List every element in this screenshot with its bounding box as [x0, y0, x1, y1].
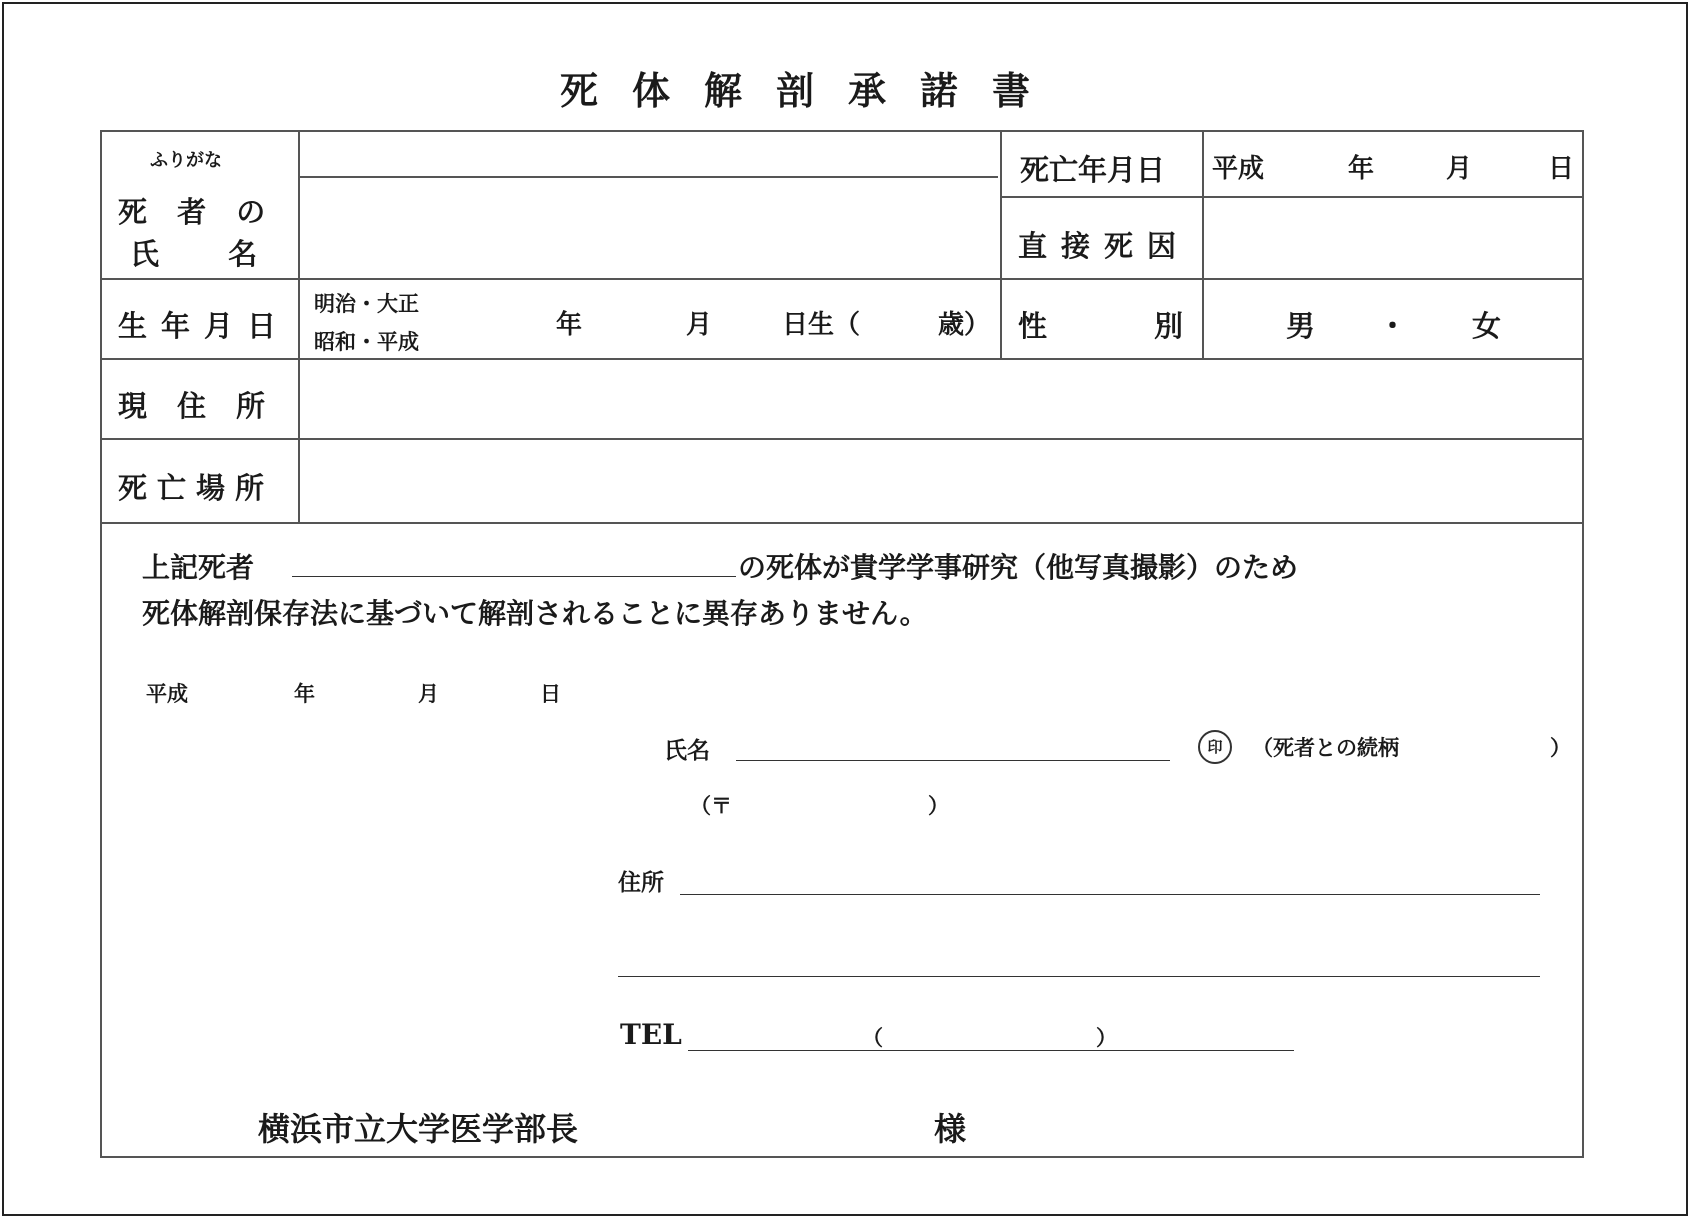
grid-line [100, 278, 1584, 280]
birth-date-label: 生年月日 [118, 309, 291, 343]
grid-line [100, 438, 1584, 440]
statement-line1: の死体が貴学学事研究（他写真撮影）のため [738, 551, 1299, 584]
birth-day-suffix: 日生（ [782, 310, 861, 340]
grid-line [1000, 196, 1584, 198]
grid-line [100, 522, 1584, 524]
signer-name-line [736, 760, 1170, 761]
sex-female: 女 [1472, 309, 1502, 343]
grid-line [1202, 130, 1204, 358]
birth-month: 月 [686, 310, 713, 340]
sex-male: 男 [1286, 309, 1316, 343]
furigana-label: ふりがな [150, 150, 222, 171]
tel-close: ） [1096, 1026, 1117, 1050]
era-options: 昭和・平成 [314, 330, 419, 354]
relation-close: ） [1550, 736, 1571, 760]
document-title: 死体解剖承諾書 [560, 69, 1065, 113]
age-suffix: 歳） [938, 310, 991, 340]
form-box [100, 130, 1584, 1158]
postal-close: ） [928, 794, 949, 818]
death-date-month: 月 [1446, 154, 1473, 184]
tel-open: （ [862, 1026, 883, 1050]
death-date-label: 死亡年月日 [1020, 153, 1166, 187]
current-address-label: 現住所 [118, 389, 296, 423]
death-date-day: 日 [1548, 154, 1575, 184]
statement-line2: 死体解剖保存法に基づいて解剖されることに異存ありません。 [142, 597, 928, 630]
signing-day: 日 [540, 682, 561, 706]
signer-address-line [680, 894, 1540, 895]
death-place-label: 死亡場所 [118, 471, 275, 505]
sex-label: 性 [1018, 309, 1048, 343]
recipient: 横浜市立大学医学部長 [258, 1110, 579, 1148]
honorific: 様 [934, 1110, 967, 1148]
deceased-name-label: 氏 名 [130, 237, 268, 271]
death-date-era: 平成 [1212, 154, 1265, 184]
grid-line [1000, 130, 1002, 358]
relation-label: （死者との続柄 [1252, 736, 1399, 760]
signing-era: 平成 [146, 682, 188, 706]
grid-line [298, 130, 300, 522]
death-date-year: 年 [1348, 154, 1375, 184]
postal-open: （〒 [690, 794, 732, 818]
sex-label: 別 [1154, 309, 1184, 343]
seal-icon: 印 [1198, 730, 1232, 764]
signer-address-label: 住所 [618, 870, 664, 896]
cause-of-death-label: 直接死因 [1018, 229, 1191, 263]
signer-address-line-2 [618, 976, 1540, 977]
tel-label: TEL [620, 1018, 682, 1051]
grid-line [100, 358, 1584, 360]
birth-year: 年 [556, 310, 583, 340]
era-options: 明治・大正 [314, 292, 419, 316]
sex-dot: ・ [1378, 309, 1408, 343]
signer-name-label: 氏名 [664, 738, 710, 764]
signing-month: 月 [418, 682, 439, 706]
deceased-name-blank [292, 576, 736, 577]
deceased-name-label: 死 者 の [118, 195, 276, 229]
grid-line [298, 176, 998, 178]
signing-year: 年 [294, 682, 315, 706]
tel-line [688, 1050, 1294, 1051]
statement-prefix: 上記死者 [142, 551, 255, 584]
